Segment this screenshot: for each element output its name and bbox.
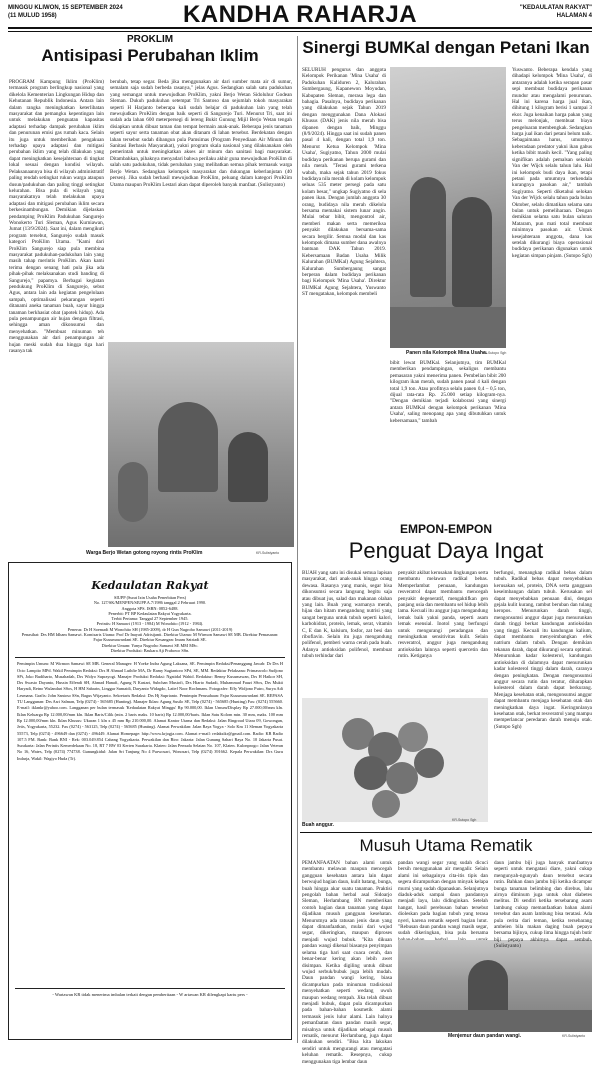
- masthead-line: Direktur Umum: Yanya Nugroho Samawi SE MM MSc.: [101, 642, 199, 648]
- header-page: HALAMAN 4: [556, 13, 592, 19]
- bumkal-photo-credit: KR-Sutopo Sgh: [482, 351, 507, 355]
- rematik-column-1: PEMANFAATAN bahan alami untuk membantu melawan maupun mencegah gangguan kesehatan antara lain dapat berwujud bagian daun, kulit batang, bunga, buah hingga akar suatu tanaman. Praktisi pengolah bahan herbal asal Sidoarjo Sleman, Herlambang BN memberikan contoh bagian daun tanaman yang dapat dijadikan musuh gangguan kesehatan. Menurutnya ada ratusan jenis daun yang dapat dimanfaatkan, mulai dari wujud segar, dikeringkan, maupun diproses menjadi wujud bubuk. "Kita dikuan pandan wangi dikenal biasanya penyimpan selama tiga hari saat cuaca cerah, dan benar-benar kering akan lebih awet disimpan. Ketika digiling untuk dibuat wujud serbuk/bubuk juga lebih mudah. Daun pandan wangi kering, biasa dicampurkan pada minuman tradisional menyehatkan seperti wedang uwuh maupun wedang rempah. Jika telah dibuat menjadi bubuk, dapat pula dicampurkan pada bahan-bahan kosmetik alami termasuk jenis lulur alami. Lain halnya pemanfaatan daun pandan masih segar, misalnya untuk dijadikan sebagai musuh rematik, menurut Herlambang, juga dapat dilakukan sendiri. "Bisa kita lakukan sendiri untuk mengurangi atau mengatasi keluhan rematik. Resepnya, cukup menggunakan tiga lembar daun: [302, 860, 392, 1065]
- rematik-photo: [398, 940, 592, 1032]
- header-hijri: (11 MULUD 1958): [8, 13, 57, 19]
- masthead-line: Penerbit: PT BP Kedaulatan Rakyat Yogyakarta.: [108, 610, 192, 616]
- bumkal-column-3: Yuswanto. Beberapa kendala yang dihadapi kelompok 'Mina Usaha', di antaranya adalah ketika serapan pasar sepi membuat budidaya perikanan mundur atau mengalami penurunan. Hal ini karena harga jual ikan, dihitung 1 kilogram berisi 1 sampai 3 ekor. Juga kenaikan harga pakan yang terus melonjak, membuat biaya pengeluaran membengkak. Sedangkan harga jual ikan dari petani belum naik. Sebagaimana harus, umumnya keberadaan predator yakni ikan gabus ketika bibit masih kecil. "Yang paling signifikan adalah pemalsan sekolah Van der Wijck selalu tahun lalu. Hal ini kelompok budi daya ikan, tetapi petani pada umumnya terkendala kurangnya pasokan air," tambah Sugiyatno. Seperti diketahui selokan Van der Wijck selalu tahun pada bulan Oktober, selalu dimatikan selama satu bulan untuk pemeliharaan. Dengan demikian selama satu bulan saluran Mataram, pun mati total membuat minimnya pasokan air. Untuk kesejahteraan anggota, dana kas setelah dikurangi biaya operasional budidaya perikanan digunakan untuk kegiatan simpan pinjam. (Sutopo Sgh): [512, 67, 592, 259]
- masthead-line: Perintis: H Samawi (1913 - 1984) M Wonohito (1912 - 1984).: [96, 621, 204, 627]
- empon-photo: [302, 698, 488, 822]
- column-divider: [297, 36, 298, 558]
- proklim-photo-credit: KR-Sulistyanto: [256, 551, 280, 555]
- rematik-column-3: daun jambu biji juga banyak manfaatnya seperti untuk mengatasi diare, yakni cukup mengunyah-ngunyah daun tersebut secara rutin. Bahkan daun jambu biji ketika dicampur bunga tanaman belimbing dan direbus, lalu airnya diminum juga untuk obat diabetes melitus. Di sendiri ketika tersebarang asam lambung cukup memanfaatkan bahan alami tersebut dan asam lambung bisa teratasi. Ada pula cerita dari teman, ketika tersebarang ambeien bila makan daging buah pepaya bersama bijinya, cukup lima hingga tujuh butir biji pepaya akhirnya dapat sembuh. (Sulistyanto): [494, 860, 592, 950]
- bumkal-column-1: SELURUH pengurus dan anggota Kelompok Perikanan 'Mina Usaha' di Padukuhan Kaliduren 2, Kalurahan Sumbergaung, Kapanewon Moyudan, Kabupaten Sleman, merasa lega dan bahagia. Pasalnya, budidaya perikanan yang dilakukan sejak Tahun 2019 dengan menggunakan Dana Alokasi Khusus (DAK) jenis nila merah bisa dipanen dengan baik, Minggu (8/9/2024). Hingga saat ini sudah panen pasal 4 kali, dengan total 1,9 ton. Menurut Ketua Kelompok 'Mina Usaha', Sugiyatno, Tahun 2000 mulai budidaya perikanan berupa gurami dan nila merah. "Terasi gurami terkena wabah, maka sejak tahun 2019 fokus budidaya nila merah di kolam kelompok seluas 535 meter persegi pada satu kolam besar," ungkap Sugiyatno di sela panen ikan. Dengan jumlah anggota 30 orang, budidaya nila merah dikelola bersama memakai sistem lunar angin. Mulai tebar bibit, mengontrol air, memberi makan serta memeriksa penyakit dilakukan bersama-sama secara bergilir. Semua modal dan kas kelompok dimana sumber dana awalnya bantuan DAK Tahun 2019. Kebersamaan Badan Usaha Milik Kalurahan (BUMKal) Agung Sejahtera, Kalurahan Sumbergaung sangat berperan dalam budidaya perikanan bagi Kelompok 'Mina Usaha'. Direktur BUMKal Agung Sejahtera, Yuswanto ST mengatakan, kelompok membeli: [302, 67, 386, 298]
- proklim-kicker: PROKLIM: [126, 34, 174, 45]
- header-rule: [8, 27, 592, 29]
- empon-column-3: berfungsi, menangkap radikal bebas dalam tubuh. Radikal bebas dapat menyebabkan kerusakan sel, protein, DNA serta gangguan keseimbangan dalam tubuh. Kerusakan sel dapat menyebabkan penuaan dini, dengan gejala kulit kurang, rambut beruban dan tulang keropos. Menurunkan darah tinggi, mengonsumsi anggur dapat juga menurunkan darah tinggi berkat kandungan antioksidan yang tinggi. Kecuali itu kandungan kalium, dapat membantu menyeimbangkan efek natrium dalam tubuh. Dengan demikian tekanan darah, dapat dikurangi secara optimal. Menurunkan kadar kolesterol, kandungan antioksidan di dalamnya dapat menurunkan kadar kolesterol tinggi dalam darah, caranya dengan peningkatan. Dengan mengonsumsi anggur secara rutin dan teratur, diharapkan kolesterol dalam darah dapat berkurang. Menjaga kesehatan otak, mengonsumsi anggur dapat membantu menjaga kesehatan otak dan meningkatkan daya ingat. Keringnnlanya kesehatan otak, berkat resveratrol yang mampu memperlancar peredaran darah menuju otak. (Sutopo Sgh): [494, 570, 592, 730]
- bumkal-headline: Sinergi BUMKal dengan Petani Ikan: [302, 38, 590, 57]
- bumkal-photo-caption: Panen nila Kelompok Mina Usaha.: [406, 350, 488, 356]
- masthead-legal: [19, 595, 281, 653]
- masthead-line: Direktur Produksi: Baskara Aji Prabowo SSn.: [110, 647, 190, 653]
- empon-photo-credit: KR-Sutopo Sgh: [452, 818, 477, 822]
- rematik-headline: Musuh Utama Rematik: [359, 836, 533, 855]
- masthead-body: Pemimpin Umum: M Wirmon Samawi SE MB. General Manager: H Yoeke Indra Agung Laksana, SE. Pemimpin Redaksi/Penanggung Jawab: Dr Drs H Octo Lampito MPd. Wakil Pemimpin Redaksi: Drs H Ahmad Luthfie MA, Dr Ramy Sugiantoro SPd, SE, MM. Redaktur Pelaksana: Primaswolo Sudjono SPt, Joko Budiharto, Musahadah, Drs Widyo Suprayogi. Manajer Produksi Redaksi: Ngatidal Wahid. Redaktur: Benny Kusumawan, Drs H Haikor SH, Drs Swasto Dayanto, Hussin Effendi SH, Ahmad Hanafi, Agung N Kastari, Subchan Mustofi, Drs Hiarto Sudadi, Muhammad Fauzi SSos, Drs Mukti Haryadi, Retno Wulandari SSos, H HM Sabarin, Linggar Sumaidi, Daryanto Widagdo, Latief Noor Rochmans. Fotografer: Effy Widjono Putro, Surya Adi Lesmana. Grafis: John Santoso SSn, Bagus Wijayanto. Sekretaris Redaksi: Drs Hj Suprianto. Pemimpin Perusahaan: Fajar Kusumawardani SE. REPASA TU Langgunan: Drs Asri Salman, Telp (0274) - 565685 (Hunting). Manajer Iklan: Agung Susilo SE, Telp (0274) - 565685 (Hunting) Fax: (0274) 555660. E-mail: iklankr@yahoo.com. Langganan per bulan termasuk 'Kedaulatan Rakyat Minggu' Rp 90.000,00. Iklan Umum/Display Rp 27.000,00/mm kln. Iklan Keluarga Rp 12.000,00/mm kln. Iklan Baris/Cilik (min. 2 baris maks. 10 baris) Rp 12.000,00/baris. Iklan Satu Kolom min. 30 mm, maks. 100 mm Rp 12.000,00/mm kln. Iklan Khusus: Ukuran 1 kln x 45 mm Rp 210.000,00. Alamat Kantor Utama dan Redaksi: Jalan Ringroad Utara 09, Gowongan, Jetis, Yogyakarta, 55232. Fax (0274) - 563125, Telp (0274) - 565685 (Hunting). Alamat Perwakilan: Jalan Raya Yogya - Solo Km 11 Sleman Yogyakarta 55573, Telp (0274) - 496649 dan (0274) - 496449. Alamat Homepage: http://www.krjogja.com. Alamat e-mail: redaksikr@gmail.com. Radio: KR Radio 107.5 FM. Bank: Bank BNI - Rek: 003.049.854 Cabang Yogyakarta. Perwakilan dan Biro: Jakarta: Jalan Gunung Sahari Raya No. 10 Jakarta Pusat. Surakarta: Jalan Perintis Kemerdekaan No. 18, RT 7 RW 03 Kerten Surakarta. Klaten: Jalan Pemuda Selatan No. 107, Klaten. Kulonprogo: Jalan Veteran No 16, Wates, Telp (0274) 774738. Gunungkidul: Jalan Sri Tanjung No 4 Purwosari, Wonosari, Telp (0274) 391662. Kepala Perwakilan: Drs Guru Indarja, Wakil: Wagiyo Huda (Tr).: [17, 661, 283, 761]
- proklim-headline: Antisipasi Perubahan Iklim: [41, 46, 259, 65]
- empon-column-1: BUAH yang satu ini disukai semua lapisan masyarakat, dari anak-anak hingga orang dewasa. Rasanya yang manis, segar bisa dikonsumsi secara langsung begitu saja atau dibuat jus, salad dan makanan olahan yang lain. Buah yang warnanya merah, hijau dan hitam mengandung nutrisi yang sangat berguna untuk tubuh seperti kalori, karbohidrat, protein, lemak, serat, vitamin C, E dan K, kalsium, fosfor, zat besi dan riboflavin. Selain itu juga mengandung polifenol, pemberi warna cerah pada buah. Adanya antioksidan polifenol, membuat tubuh terhindar dari: [302, 570, 392, 660]
- masthead-line: Penerus: Dr H Soemadi M Wonohito SH (1985-2009), dr H Gun Nugroho Samawi (2011-2019): [67, 626, 233, 632]
- rematik-column-2: pandan wangi segar yang sudah dicuci bersih menggunakan air mengalir. Selain alami ini sebagainya cita-itis tipis dan segera dicampurkan dengan minyak kelapa murni yang sudah dipanaskan. Selanjutnya diaduk-aduk sampai daun pandannya menjadi layu, lalu didinginkan. Setelah hangat, hasil perebusan bahan tersebut dioleskan pada bagian tubuh yang terasa nyeri, karena rematik seperti bagian lutut. "Rebusan daun pandan wangi masih segar, sudah dikeringkan, bisa pula bersama: [398, 860, 488, 937]
- empon-column-2: penyakit akibat kerusakan lingkungan serta membantu melawan radikal bebas. Memperlambat penuaan, kandungan resveratrol dapat membantu mencegah penyakit degeneratif, mengaktifkan gen panjang usia dan membantu sel hidup lebih lama. Kecuali itu anggur juga mengandung lemak baik yakni panda, seperti asam lemak esensial. Inotol yang berfungsi untuk mengurangi peradangan dan meningkatkan sensitivitas kulit. Selain resveratrol, anggur juga mengandung antioksidan lainnya seperti quercetin dan rutin. Ketiganya: [398, 570, 488, 660]
- empon-photo-caption: Buah anggur.: [302, 822, 334, 828]
- header-slogan: "KEDAULATAN RAKYAT": [519, 5, 592, 11]
- rematik-photo-credit: KR-Sulistyanto: [562, 1034, 586, 1038]
- proklim-column-2: berubah, tetap segar. Beda jika menggunakan air dari sumber mata air di sumur, semalam saja sudah berbeda rasanya," jelas Agus. Sedangkan salah satu padukuhan yang semangat untuk mewujudkan ProKlim, yakni Berjo Wetan Sidoluhur Godean Sleman. Dukuh padukuhan setempat Tri Santoso dan sejumlah tokoh masyarakat seperti H Harjanto beberapa kali sudah belajar di padukuhan lain yang telah mewujudkan ProKlim dengan baik seperti di Sangurejo Turi. Menurut Tri, saat ini sudah ada lahan 600 meterpersegi di lereng Bukit Gunung Mijil Berjo Wetan tengah disiapkan untuk dibuat taman dan tempat bermain anak-anak. Beberapa jenis tanaman seperti sayur serta tanaman obat akan ditanam di lahan tersebut. Berdekatan dengan lahan tersebut sudah dibangun pula Pamsimas (Program Penyediaan Air Minum dan Sanitasi Berbasis Masyarakat), yakni program skala nasional yang dilaksanakan oleh pemerintah untuk meningkatkan akses air minum dan sanitasi bagi masyarakat. Ditambahkan, pihaknya menyadari bahwa perilaku akhir guna mewujudkan ProKlim di salah satu padukuhan, tidak perubahan yang melibatkan semua pihak termasuk warga Berjo Wetan. Sedangkan kelompok masyarakat dan dukungan keberlanjutan (40 persen). Jika sudah berhasil mewujudkan ProKlim, peluang dalam kategori ProKlim Utama maupun ProKlim Lestari akan dapat diperoleh banyak manfaat. (Sulistyanto): [110, 79, 292, 188]
- masthead-line: SIUPP (Surat Izin Usaha Penerbitan Pers): [113, 595, 187, 600]
- section-rule: [300, 832, 592, 833]
- masthead-logo: Kedaulatan Rakyat: [91, 579, 209, 592]
- bumkal-photo: [390, 67, 506, 348]
- masthead-footer: - Wartawan KR tidak menerima imbalan terkait dengan pemberitaan - W artawan KR dilengkapi kartu pers -: [52, 992, 248, 998]
- rematik-photo-caption: Menjemur daun pandan wangi.: [448, 1033, 522, 1039]
- header-rule-thin: [8, 31, 592, 32]
- bumkal-column-2: bibit lewat BUMKal. Selanjutnya, tim BUMKal memberikan pendampingan, sekaligus membantu pemasaran yakni menerima panen. Pembelian bibit 200 kilogram ikan merah, sudah panen pasal 4 kali dengan total 1,9 ton. Atau profitnya selalu panen 0,4 – 0,5 ton, dijual rata-rata Rp. 25.000 setiap kilogram-nya. "Dengan demikian terjadi kolaborasi yang sinergi antara BUMKal dengan kelompok perikanan 'Mina Usaha', saling menopang apa yang dibutuhkan untuk kebersamaan," tambah: [390, 360, 506, 424]
- proklim-photo-caption: Warga Berjo Wetan gotong royong rintis ProKlim: [86, 550, 203, 556]
- header-date: MINGGU KLIWON, 15 SEPTEMBER 2024: [8, 5, 123, 11]
- masthead-line: No. 127/SK/MENPEN/SIUPP.A.7/1986 tanggal 2 Februari 1990.: [93, 600, 207, 606]
- masthead-line: Penasihat: Drs HM Idham Samawi. Komisaris Utama: Prof Dr Inayati Adrisijanti. Direktur Utama: M Wirmon Samawi SE MB. Direktur Pemasaran: Fajar Kusumawardani SE. Direktur Keuangan: Imam Satriadi SE.: [21, 632, 279, 643]
- masthead-line: Anggota SPS. ISBN: 0852-6488.: [121, 605, 179, 611]
- empon-headline: Penguat Daya Ingat: [348, 538, 544, 563]
- newspaper-title: KANDHA RAHARJA: [182, 1, 418, 28]
- masthead-box: [8, 562, 292, 1040]
- proklim-photo: [108, 342, 294, 547]
- column-divider: [297, 515, 298, 1043]
- proklim-column-1: PROGRAM Kampung Iklim (ProKlim) termasuk program berlingkup nasional yang dikelola Kementerian Lingkungan Hidup dan Kehutanan Republik Indonesia. Antara lain dalam rangka meningkatkan keterlibatan masyarakat dan pemangku kepentingan lain untuk melakukan penguatan kapasitas adaptasi terhadap dampak perubahan iklim dan penurunan emisi gas rumah kaca. Selain itu juga untuk memberikan pengakuan terhadap upaya adaptasi dan mitigasi perubahan iklim yang telah dilakukan yang dapat meningkatkan kesejahteraan di tingkat lokal sesuai dengan kondisi wilayah. Pelaksanaannya bisa di wilayah administratif paling rendah setingkat rukun warga ataupun dusun/padukuhan dan paling tinggi setingkat kelurahan. Bisa pula di wilayah yang masyarakatnya telah melakukan upaya adaptasi dan mitigasi perubahan iklim secara berkesinambungan. Demikian dijelaskan pendamping ProKlim Padukuhan Sangurejo Wonokerto Turi Sleman, Agus Kurniawan, Jumat (13/9/2024). Saat ini, dalam mengikuti program tersebut, Sangurejo sudah masuk kategori ProKlim Utama. "Kami dari ProKlim Sangurejo siap pula membina masyarakat padukuhan-padukuhan lain yang masih tahap merintis ProKlim. Akan kami terima dengan senang hati pula jika ada pihak-pihak melaksanakan studi banding di Sangurejo," papamya. Berbagai kegiatan pendukung ProKlim di Sangurejo, sebut Agus, antara lain ada kegiatan pengelolaan sampah, optimalisasi pekarangan seperti ditanami aneka tanaman buah, sayur hingga tanaman berkhasiat obat (apotek hidup). Ada pula penampungan air hujan dengan filtrasi, sehingga aman dikonsumsi dan menyehatkan. "Membuat minuman teh menggunakan air dari penampungan air hujan meski sudah dua hingga tiga hari rasanya tak: [9, 79, 104, 355]
- empon-kicker: EMPON-EMPON: [399, 522, 492, 536]
- masthead-line: Terbit Pertama: Tanggal 27 September 1945.: [111, 616, 189, 622]
